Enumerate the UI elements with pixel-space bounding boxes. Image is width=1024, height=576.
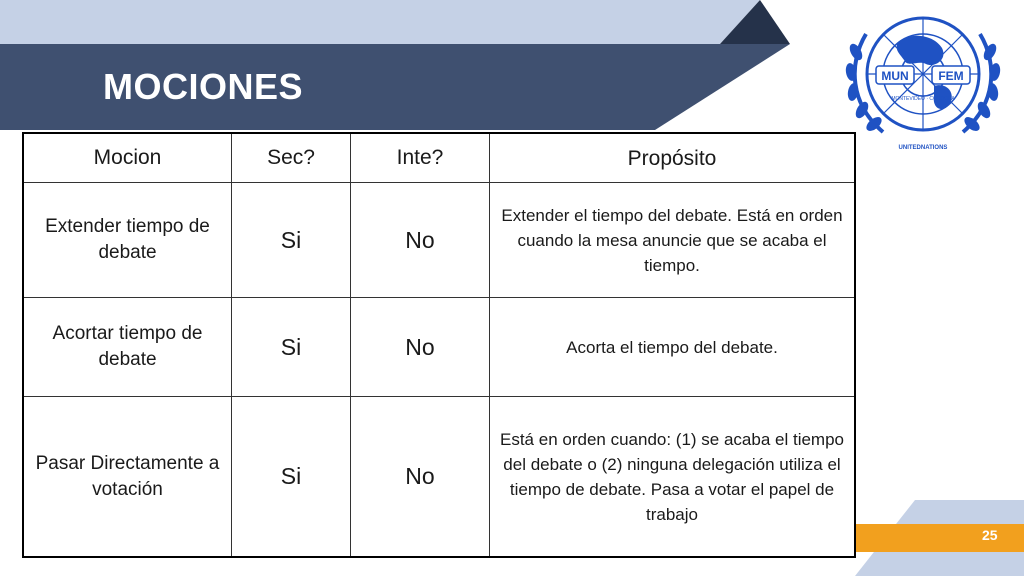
mociones-table <box>22 132 856 558</box>
header-sec: Sec? <box>232 133 351 183</box>
cell-mocion: Acortar tiempo de debate <box>23 298 232 397</box>
header-proposito: Propósito <box>490 133 856 183</box>
cell-sec: Si <box>232 298 351 397</box>
cell-proposito: Acorta el tiempo del debate. <box>490 298 856 397</box>
cell-proposito: Está en orden cuando: (1) se acaba el tiempo del debate o (2) ninguna delegación utiliza el tiempo de debate. Pasa a votar el papel de trabajo <box>490 397 856 558</box>
cell-inte: No <box>351 397 490 558</box>
cell-proposito: Extender el tiempo del debate. Está en orden cuando la mesa anuncie que se acaba el tiempo. <box>490 183 856 298</box>
slide-title: MOCIONES <box>103 66 304 107</box>
logo-bottom-text: UNITEDNATIONS <box>898 145 948 151</box>
header-mocion: Mocion <box>23 133 232 183</box>
table-row <box>23 298 855 397</box>
logo-arc-text: MONTEVIDEO · CORDOBA <box>891 96 955 102</box>
cell-sec: Si <box>232 397 351 558</box>
logo-mun-text: MUN <box>881 69 909 83</box>
cell-sec: Si <box>232 183 351 298</box>
top-light-band <box>0 0 760 44</box>
page-number: 25 <box>982 527 998 543</box>
cell-inte: No <box>351 298 490 397</box>
mun-fem-logo <box>838 4 1008 154</box>
header-inte: Inte? <box>351 133 490 183</box>
table-row <box>23 183 855 298</box>
table-header-row <box>23 133 855 183</box>
cell-inte: No <box>351 183 490 298</box>
cell-mocion: Extender tiempo de debate <box>23 183 232 298</box>
table-row <box>23 397 855 558</box>
logo-fem-text: FEM <box>938 69 964 83</box>
cell-mocion: Pasar Directamente a votación <box>23 397 232 558</box>
